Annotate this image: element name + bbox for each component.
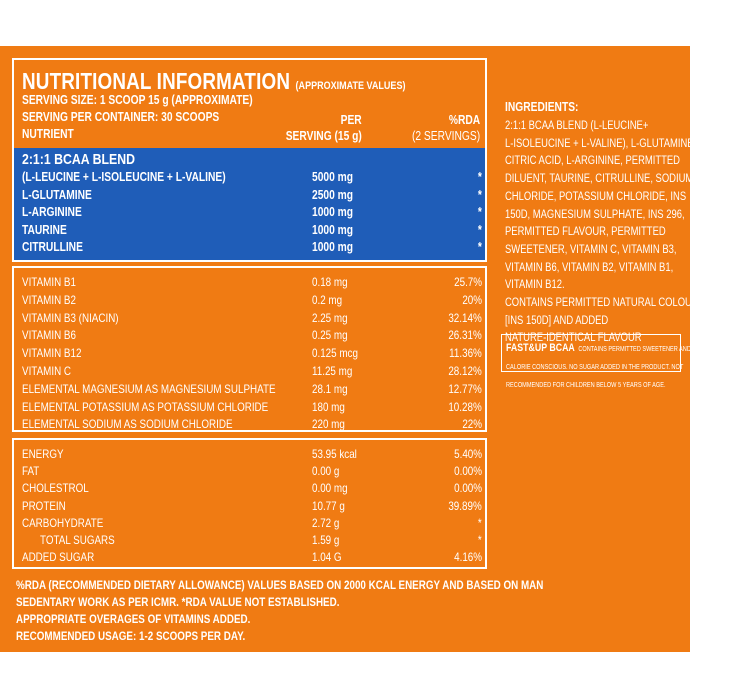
bcaa-title: 2:1:1 BCAA BLEND <box>22 151 135 168</box>
col-rda-2: (2 SERVINGS) <box>411 129 480 143</box>
nutrient-rda: 22% <box>462 417 482 432</box>
nutrient-name: CARBOHYDRATE <box>22 515 104 530</box>
bcaa-row <box>22 170 482 187</box>
bcaa-row <box>22 240 482 257</box>
nutrient-rda: * <box>478 170 482 184</box>
vitamin-row <box>22 275 482 292</box>
nutrient-rda: 28.12% <box>448 364 482 378</box>
nutrient-amount: 10.77 g <box>312 498 345 513</box>
nutrient-amount: 2.25 mg <box>312 310 348 325</box>
nutrient-rda: 25.7% <box>454 275 482 289</box>
ingredients-line: NATURE-IDENTICAL FLAVOUR <box>505 332 642 345</box>
col-per-2: SERVING (15 g) <box>285 129 362 143</box>
footer-line-3: APPROPRIATE OVERAGES OF VITAMINS ADDED. <box>16 612 251 626</box>
nutrient-amount: 180 mg <box>312 399 345 414</box>
nutrient-name: ENERGY <box>22 447 64 461</box>
footer-line-4: RECOMMENDED USAGE: 1-2 SCOOPS PER DAY. <box>16 629 246 643</box>
nutrient-rda: * <box>478 205 482 219</box>
ingredients-list <box>505 118 699 348</box>
nutrient-name: FAT <box>22 464 40 479</box>
energy-row <box>22 516 482 533</box>
nutrient-amount: 28.1 mg <box>312 381 348 396</box>
serving-per-container: SERVING PER CONTAINER: 30 SCOOPS <box>22 110 220 124</box>
nutrient-name: VITAMIN C <box>22 364 72 378</box>
nutrient-amount: 1000 mg <box>312 240 354 254</box>
nutrient-amount: 5000 mg <box>312 170 354 184</box>
nutrient-amount: 1.04 G <box>312 550 342 565</box>
ingredients-line: CHLORIDE, POTASSIUM CHLORIDE, INS <box>505 190 687 203</box>
nutrient-name: CHOLESTROL <box>22 481 89 496</box>
energy-row <box>22 447 482 464</box>
footer-line-2: SEDENTARY WORK AS PER ICMR. *RDA VALUE NOT ESTABLISHED. <box>16 595 340 609</box>
nutrient-name: PROTEIN <box>22 498 66 513</box>
nutrient-amount: 0.25 mg <box>312 328 348 343</box>
footer-line-1: %RDA (RECOMMENDED DIETARY ALLOWANCE) VALUES BASED ON 2000 KCAL ENERGY AND BASED ON MAN <box>16 578 544 592</box>
vitamin-row <box>22 346 482 363</box>
nutrient-name: VITAMIN B6 <box>22 328 76 343</box>
title-note: (APPROXIMATE VALUES) <box>295 80 406 92</box>
nutrient-amount: 11.25 mg <box>312 364 353 378</box>
nutrient-rda: 11.36% <box>449 346 482 361</box>
ingredients-line: CITRIC ACID, L-ARGININE, PERMITTED <box>505 155 681 168</box>
nutrient-name: ELEMENTAL MAGNESIUM AS MAGNESIUM SULPHATE <box>22 381 276 396</box>
nutrient-name: TOTAL SUGARS <box>40 533 115 547</box>
nutrient-rda: * <box>478 222 482 237</box>
note-text-3: RECOMMENDED FOR CHILDREN BELOW 5 YEARS OF AGE. <box>506 382 666 389</box>
nutrient-rda: 26.31% <box>448 328 482 343</box>
nutrient-amount: 1.59 g <box>312 533 340 547</box>
vitamin-row <box>22 417 482 434</box>
note-text-1: CONTAINS PERMITTED SWEETENER AND FOR <box>578 346 705 353</box>
nutrient-rda: * <box>478 240 482 254</box>
ingredients-line: 150D, MAGNESIUM SULPHATE, INS 296, <box>505 208 685 221</box>
nutrient-amount: 2.72 g <box>312 515 340 530</box>
nutrient-rda: 0.00% <box>454 481 482 496</box>
nutrient-rda: 32.14% <box>448 310 482 325</box>
nutrient-name: ELEMENTAL POTASSIUM AS POTASSIUM CHLORIDE <box>22 399 269 414</box>
bcaa-row <box>22 188 482 205</box>
nutrient-name: ADDED SUGAR <box>22 550 95 565</box>
nutrient-name: VITAMIN B2 <box>22 292 76 307</box>
col-per-1: PER <box>340 113 362 127</box>
nutrient-name: TAURINE <box>22 222 67 237</box>
vitamin-row <box>22 328 482 345</box>
nutrient-name: CITRULLINE <box>22 240 83 254</box>
energy-row <box>22 499 482 516</box>
nutrient-amount: 1000 mg <box>312 222 354 237</box>
nutrient-name: VITAMIN B3 (NIACIN) <box>22 310 119 325</box>
ingredients-line: SWEETENER, VITAMIN C, VITAMIN B3, <box>505 243 677 256</box>
nutrient-name: L-GLUTAMINE <box>22 187 92 202</box>
ingredients-line: DILUENT, TAURINE, CITRULLINE, SODIUM <box>505 173 694 186</box>
nutrient-amount: 0.00 g <box>312 464 340 479</box>
vitamin-row <box>22 293 482 310</box>
nutrient-amount: 0.00 mg <box>312 481 348 496</box>
vitamin-row <box>22 364 482 381</box>
nutrient-rda: * <box>478 187 482 202</box>
nutrient-rda: 39.89% <box>448 498 482 513</box>
nutrient-name: (L-LEUCINE + L-ISOLEUCINE + L-VALINE) <box>22 170 226 184</box>
nutrient-rda: 10.28% <box>448 399 482 414</box>
nutrient-rda: 12.77% <box>448 381 482 396</box>
nutrient-rda: 0.00% <box>454 464 482 479</box>
nutrient-amount: 220 mg <box>312 417 345 432</box>
col-nutrient: NUTRIENT <box>22 127 74 141</box>
warning-note <box>501 334 705 389</box>
col-rda-1: %RDA <box>448 113 480 127</box>
ingredients-line: PERMITTED FLAVOUR, PERMITTED <box>505 226 666 239</box>
nutrient-rda: * <box>478 533 482 547</box>
serving-size: SERVING SIZE: 1 SCOOP 15 g (APPROXIMATE) <box>22 93 253 107</box>
nutrient-rda: 4.16% <box>454 550 482 565</box>
ingredients-title: INGREDIENTS: <box>505 100 579 114</box>
bcaa-row <box>22 223 482 240</box>
nutrient-amount: 53.95 kcal <box>312 447 357 461</box>
vitamin-row <box>22 382 482 399</box>
bcaa-row <box>22 205 482 222</box>
nutrient-amount: 0.18 mg <box>312 275 348 289</box>
nutrient-rda: 20% <box>462 292 482 307</box>
energy-row <box>22 533 482 550</box>
note-brand: FAST&UP BCAA <box>506 342 575 354</box>
ingredients-line: 2:1:1 BCAA BLEND (L-LEUCINE+ <box>505 120 649 132</box>
energy-row <box>22 464 482 481</box>
title-text: NUTRITIONAL INFORMATION <box>22 68 291 94</box>
nutrient-rda: * <box>478 515 482 530</box>
nutrient-rda: 5.40% <box>454 447 482 461</box>
nutrient-amount: 0.125 mcg <box>312 346 358 361</box>
table-title <box>22 68 490 95</box>
note-text-2: CALORIE CONSCIOUS. NO SUGAR ADDED IN THE PRODUCT. NOT <box>506 364 684 371</box>
energy-row <box>22 481 482 498</box>
nutrient-amount: 0.2 mg <box>312 292 343 307</box>
nutrient-name: VITAMIN B12 <box>22 346 82 361</box>
energy-row <box>22 550 482 567</box>
nutrient-amount: 1000 mg <box>312 205 354 219</box>
vitamin-row <box>22 400 482 417</box>
nutrient-name: ELEMENTAL SODIUM AS SODIUM CHLORIDE <box>22 417 233 432</box>
nutrient-amount: 2500 mg <box>312 187 354 202</box>
nutrient-name: L-ARGININE <box>22 205 82 219</box>
ingredients-line: VITAMIN B12. <box>505 279 565 292</box>
ingredients-line: CONTAINS PERMITTED NATURAL COLOUR <box>505 297 699 310</box>
ingredients-line: VITAMIN B6, VITAMIN B2, VITAMIN B1, <box>505 261 674 274</box>
ingredients-line: L-ISOLEUCINE + L-VALINE), L-GLUTAMINE, <box>505 137 697 150</box>
ingredients-line: [INS 150D] AND ADDED <box>505 314 609 327</box>
vitamin-row <box>22 311 482 328</box>
nutrient-name: VITAMIN B1 <box>22 275 76 289</box>
